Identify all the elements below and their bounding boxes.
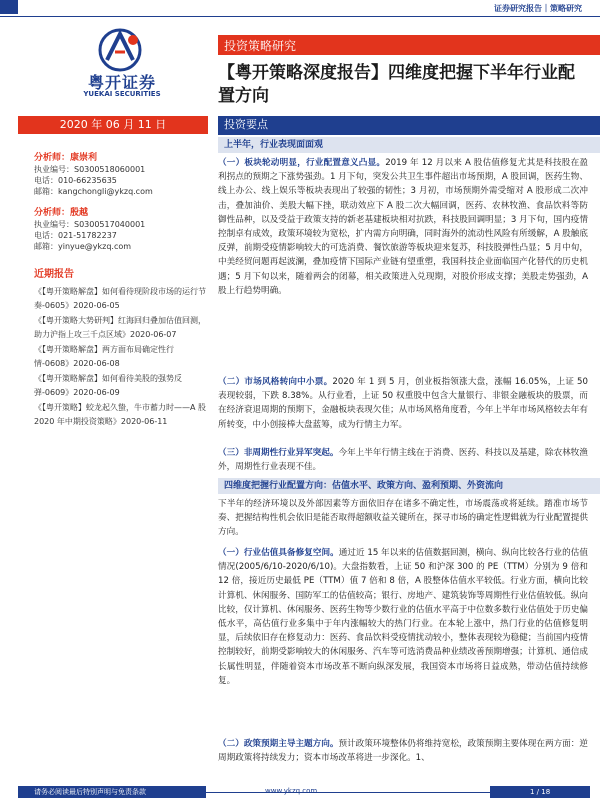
footer-divider: [206, 792, 490, 793]
report-date: 2020 年 06 月 11 日: [18, 116, 208, 134]
brand-english: YUEKAI SECURITIES: [83, 90, 161, 98]
paragraph-body: 2020 年 1 到 5 月，创业板指领涨大盘，涨幅 16.05%，上证 50 表现较弱，下跌 8.38%。从行业看，上证 50 权重股中包含大量银行、非银金融板块的股票，而在经济衰退周期的预期下，金融板块表现欠佳；从市场风格角度看，今年上半年市场风格较去年有所转变，中小创接棒大盘蓝筹，成为行情主力军。: [218, 377, 588, 430]
paragraph-lead: （一）板块轮动明显，行业配置意义凸显。: [218, 158, 386, 168]
analyst-name: 康崇利: [70, 153, 98, 163]
analyst-email[interactable]: 邮箱：yinyue@ykzq.com: [34, 242, 132, 251]
recent-report-link[interactable]: 《【粤开策略解盘】如何看待美股的强势反弹-0609》2020-06-09: [34, 374, 182, 397]
recent-report-link[interactable]: 《【粤开策略大势研判】红海回归叠加估值回测，助力沪指上攻三千点区域》2020-06-07: [34, 316, 206, 339]
subheading-four-dimensions: 四维度把握行业配置方向：估值水平、政策方向、盈利预期、外资流向: [218, 478, 600, 494]
top-divider: [0, 16, 600, 17]
paragraph-lead: （二）市场风格转向中小票。: [218, 377, 333, 387]
footer-website[interactable]: www.ykzq.com: [265, 787, 318, 795]
recent-report-link[interactable]: 《【粤开策略解盘】如何看待现阶段市场的运行节奏-0605》2020-06-05: [34, 287, 206, 310]
paragraph-lead: （二）政策预期主导主题方向。: [218, 739, 339, 749]
summary-divider: [218, 134, 600, 135]
subheading-first-half: 上半年，行业表现面面观: [218, 137, 600, 153]
analyst-role: 分析师：: [34, 153, 71, 163]
analyst-phone: 电话：010-66235635: [34, 176, 117, 185]
paragraph-non-cyclical: [218, 446, 588, 474]
analyst-role: 分析师：: [34, 208, 71, 218]
analyst-card: [34, 152, 204, 197]
paragraph-body: 通过近 15 年以来的估值数据回测，横向、纵向比较各行业的估值情况(2005/6/10-2020/6/10)。大盘指数看，上证 50 和沪深 300 的 PE（TTM）分别为 9 倍和 12 倍，接近历史最低 PE（TTM）值 7 倍和 8 倍，A 股整体估值水平较低。行业方面，横向比较计算机、休闲服务、国防军工的估值较高；银行、房地产、建筑装饰等周期性行业估值较低。纵向比较，仅计算机、休闲服务、医药生物等少数行业的估值水平高于中位数多数行业估值处于历史偏低水平，高估值行业多集中于年内涨幅较大的热门行业。在本轮上涨中，热门行业的估值修复明显，后续依旧存在修复动力：医药、食品饮料受疫情扰动较小，整体表现较为稳健；当前国内疫情控制较好，前期受影响较大的休闲服务、汽车等可选消费品种业绩改善预期增强；计算机、通信成长属性明显，伴随着资本市场改革不断向纵深发展，我国资本市场将日益成熟，带动估值持续修复。: [218, 548, 588, 686]
paragraph-policy: [218, 737, 588, 765]
analyst-email[interactable]: 邮箱：kangchongli@ykzq.com: [34, 187, 153, 196]
page-title: 【粤开策略深度报告】四维度把握下半年行业配置方向: [218, 63, 575, 106]
analyst-phone: 电话：021-51782237: [34, 231, 117, 240]
summary-tag: 投资要点: [218, 116, 600, 134]
paragraph-valuation: [218, 546, 588, 688]
recent-report-link[interactable]: 《【粤开策略】蛟龙起久蛰，牛市蓄力时——A 股 2020 年中期投资策略》2020-06-11: [34, 403, 207, 426]
paragraph-outlook: 下半年的经济环境以及外部因素等方面依旧存在诸多不确定性，市场震荡或将延续。踏准市场节奏、把握结构性机会依旧是能否取得超额收益关键所在，探寻市场的确定性逻辑就为行业配置提供方向。: [218, 499, 588, 538]
top-bar-accent: [0, 0, 18, 14]
brand-name: 粤开证券: [87, 73, 156, 92]
paragraph-lead: （三）非周期性行业异军突起。: [218, 448, 339, 458]
paragraph-lead: （一）行业估值具备修复空间。: [218, 548, 339, 558]
page-footer: [0, 784, 600, 800]
recent-report-link[interactable]: 《【粤开策略解盘】两方面布局确定性行情-0608》2020-06-08: [34, 345, 174, 368]
paragraph-body: 今年上半年行情主线在于消费、医药、科技以及基建，除农林牧渔外，周期性行业表现不佳。: [218, 448, 588, 473]
report-category-label: 证券研究报告｜策略研究: [494, 4, 582, 13]
paragraph-body: 预计政策环境整体仍将维持宽松，政策预期主要体现在两方面：逆周期政策将持续发力；资本市场改革将进一步深化。1、: [218, 739, 588, 764]
analyst-list: [34, 152, 204, 262]
paragraph-style-shift: [218, 375, 588, 432]
analyst-license: 执业编号：S0300518060001: [34, 165, 146, 174]
analyst-card: [34, 207, 204, 252]
analyst-name: 殷越: [70, 208, 89, 218]
footer-page-number: 1 / 18: [490, 786, 590, 798]
footer-disclaimer: 请务必阅读最后特别声明与免责条款: [18, 786, 206, 798]
analyst-license: 执业编号：S0300517040001: [34, 220, 146, 229]
section-tag: 投资策略研究: [218, 35, 600, 55]
paragraph-sector-rotation: [218, 156, 588, 298]
paragraph-body: 2019 年 12 月以来 A 股估值修复尤其是科技股在盈利拐点的预期之下涨势强劲。1 月下旬，突发公共卫生事件超出市场预期，A 股回调，医药生物、线上办公、线上娱乐等板块表现出了较强的韧性；3 月初，市场预期外需受缩对 A 股形成二次冲击，叠加油价、美股大幅下挫，联动效应下 A 股二次大幅回调，医药、农林牧渔、食品饮料等防御性品种，以及受益于政策支持的新老基建板块相对抗跌，科技股回调明显；3 月下旬，国内疫情控制卓有成效，政策环境较为宽松，扩内需方向明确，同时海外的流动性风险有所缓解，A 股触底反弹，前期受疫情影响较大的可选消费、餐饮旅游等板块迎来复苏，科技股弹性凸显；5 月中旬，中美经贸问题再起波澜，叠加疫情下国际产业链有望重塑，我国科技企业面临国产化替代的历史机遇；5 月下旬以来，随着两会的闭幕，相关政策进入兑现期，对股价形成支撑；美股走势强劲，A 股上行趋势明确。: [218, 158, 588, 296]
recent-reports: [34, 268, 206, 430]
recent-reports-title: 近期报告: [34, 269, 74, 280]
